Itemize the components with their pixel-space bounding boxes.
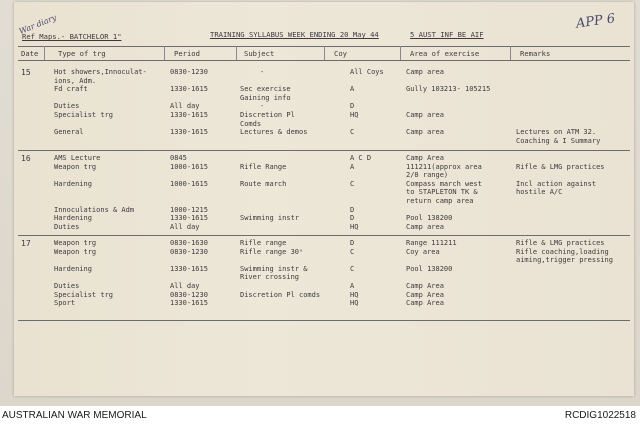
table-rule [18, 60, 630, 61]
column-header: Remarks [520, 49, 551, 58]
archive-footer [0, 406, 640, 425]
cell-area: 2/8 range) [406, 171, 449, 180]
column-header: Type of trg [58, 49, 106, 58]
cell-period: All day [170, 102, 200, 111]
cell-type: Weapon trg [54, 247, 97, 256]
cell-area: Camp Area [406, 154, 444, 162]
day-date: 17 [21, 239, 31, 248]
cell-coy: HQ [350, 290, 359, 299]
cell-area: Camp Area [406, 290, 444, 299]
appendix-handwritten-note: APP 6 [575, 11, 617, 32]
cell-period: 0830-1630 [170, 239, 208, 247]
cell-area: Camp area [406, 222, 444, 231]
ref-maps-heading: Ref Maps.- BATCHELOR 1" [22, 32, 122, 41]
cell-area: 111211(approx area [406, 162, 482, 171]
column-divider [324, 46, 325, 60]
cell-type: Specialist trg [54, 290, 114, 299]
column-header: Coy [334, 49, 347, 58]
unit-heading: 5 AUST INF BE AIF [410, 30, 484, 39]
cell-area: Gully 103213- 105215 [406, 85, 491, 94]
cell-period: 1330-1615 [170, 111, 208, 119]
cell-period: 1330-1615 [170, 214, 208, 223]
cell-area: return camp area [406, 197, 474, 205]
cell-period: 1000-1615 [170, 179, 208, 188]
column-divider [400, 46, 401, 60]
cell-type: General [54, 128, 84, 137]
cell-type: Hardening [54, 214, 92, 223]
cell-coy: C [350, 128, 355, 137]
cell-type: ions, Adm. [54, 76, 97, 85]
cell-type: Duties [54, 102, 80, 111]
cell-subject: Route march [240, 179, 287, 188]
cell-period: 1000-1215 [170, 205, 208, 214]
cell-period: 0830-1230 [170, 247, 208, 256]
cell-coy: A [350, 162, 355, 171]
cell-type: Duties [54, 282, 80, 290]
cell-area: Coy area [406, 247, 440, 256]
table-rule [18, 150, 630, 151]
cell-subject: Rifle Range [240, 162, 287, 171]
cell-period: 1330-1615 [170, 264, 208, 273]
cell-area: Camp Area [406, 299, 444, 308]
column-divider [510, 46, 511, 60]
cell-subject: Swimming instr [240, 214, 300, 223]
column-header: Area of exercise [410, 49, 480, 58]
cell-coy: HQ [350, 299, 359, 308]
column-header: Subject [244, 49, 275, 58]
cell-type: Specialist trg [54, 111, 114, 119]
cell-type: Hot showers,Innoculat- [54, 68, 147, 76]
column-header: Date [21, 49, 39, 58]
day-date: 16 [21, 154, 31, 163]
cell-area: Pool 138200 [406, 264, 453, 273]
cell-remarks: Rifle & LMG practices [516, 239, 605, 247]
cell-period: 1330-1615 [170, 299, 208, 308]
cell-subject: Rifle range 30ˣ [240, 247, 304, 256]
cell-type: Weapon trg [54, 239, 97, 247]
cell-area: Camp Area [406, 282, 444, 290]
cell-coy: D [350, 102, 355, 111]
cell-type: Hardening [54, 264, 92, 273]
cell-coy: D [350, 205, 355, 214]
cell-period: 1000-1615 [170, 162, 208, 171]
cell-subject: Discretion Pl [240, 111, 295, 119]
cell-type: Fd craft [54, 85, 88, 94]
cell-subject: Sec exercise [240, 85, 291, 94]
cell-remarks: aiming,trigger pressing [516, 256, 613, 265]
cell-subject: - [260, 68, 265, 76]
cell-period: 0830-1230 [170, 290, 208, 299]
cell-type: Duties [54, 222, 80, 231]
cell-remarks: Coaching & I Summary [516, 136, 601, 145]
cell-coy: C [350, 264, 355, 273]
cell-area: Camp area [406, 111, 444, 119]
cell-period: All day [170, 282, 200, 290]
cell-type: Weapon trg [54, 162, 97, 171]
table-rule [18, 320, 630, 321]
document-page [14, 2, 634, 396]
cell-coy: All Coys [350, 68, 384, 76]
cell-type: Sport [54, 299, 76, 308]
cell-coy: A [350, 85, 355, 94]
column-divider [236, 46, 237, 60]
record-id: RCDIG1022518 [564, 410, 636, 421]
cell-coy: C [350, 247, 355, 256]
cell-area: Compass march west [406, 179, 482, 188]
cell-area: Pool 138200 [406, 214, 453, 223]
cell-type: Hardening [54, 179, 92, 188]
cell-remarks: Rifle coaching,loading [516, 247, 609, 256]
cell-period: 1330-1615 [170, 85, 208, 94]
cell-coy: A [350, 282, 355, 290]
cell-coy: HQ [350, 222, 359, 231]
cell-subject: - [260, 102, 265, 111]
cell-type: Innoculations & Adm [54, 205, 135, 214]
cell-type: AMS Lecture [54, 154, 101, 162]
document-title: TRAINING SYLLABUS WEEK ENDING 20 May 44 [210, 30, 379, 39]
cell-period: All day [170, 222, 200, 231]
archive-name: AUSTRALIAN WAR MEMORIAL [2, 410, 147, 421]
cell-coy: D [350, 239, 355, 247]
cell-remarks: hostile A/C [516, 188, 563, 197]
column-divider [44, 46, 45, 60]
column-header: Period [174, 49, 200, 58]
cell-subject: Rifle range [240, 239, 287, 247]
cell-coy: D [350, 214, 355, 223]
cell-subject: Gaining info [240, 93, 291, 102]
cell-subject: River crossing [240, 273, 300, 282]
cell-area: Camp area [406, 128, 444, 137]
cell-remarks: Incl action against [516, 179, 597, 188]
cell-period: 0830-1230 [170, 68, 208, 76]
day-date: 15 [21, 68, 31, 77]
cell-remarks: Lectures on ATM 32. [516, 128, 597, 137]
corner-handwritten-note: War diary [17, 12, 58, 37]
cell-subject: Lectures & demos [240, 128, 308, 137]
cell-coy: C [350, 179, 355, 188]
cell-coy: A C D [350, 154, 372, 162]
cell-period: 1330-1615 [170, 128, 208, 137]
cell-area: to STAPLETON TK & [406, 188, 478, 197]
cell-coy: HQ [350, 111, 359, 119]
cell-remarks: Rifle & LMG practices [516, 162, 605, 171]
cell-subject: Swimming instr & [240, 264, 308, 273]
table-rule [18, 235, 630, 236]
cell-subject: Discretion Pl comds [240, 290, 321, 299]
cell-period: 0845 [170, 154, 187, 162]
cell-area: Range 111211 [406, 239, 457, 247]
cell-area: Camp area [406, 68, 444, 76]
cell-subject: Comds [240, 119, 262, 128]
column-divider [164, 46, 165, 60]
